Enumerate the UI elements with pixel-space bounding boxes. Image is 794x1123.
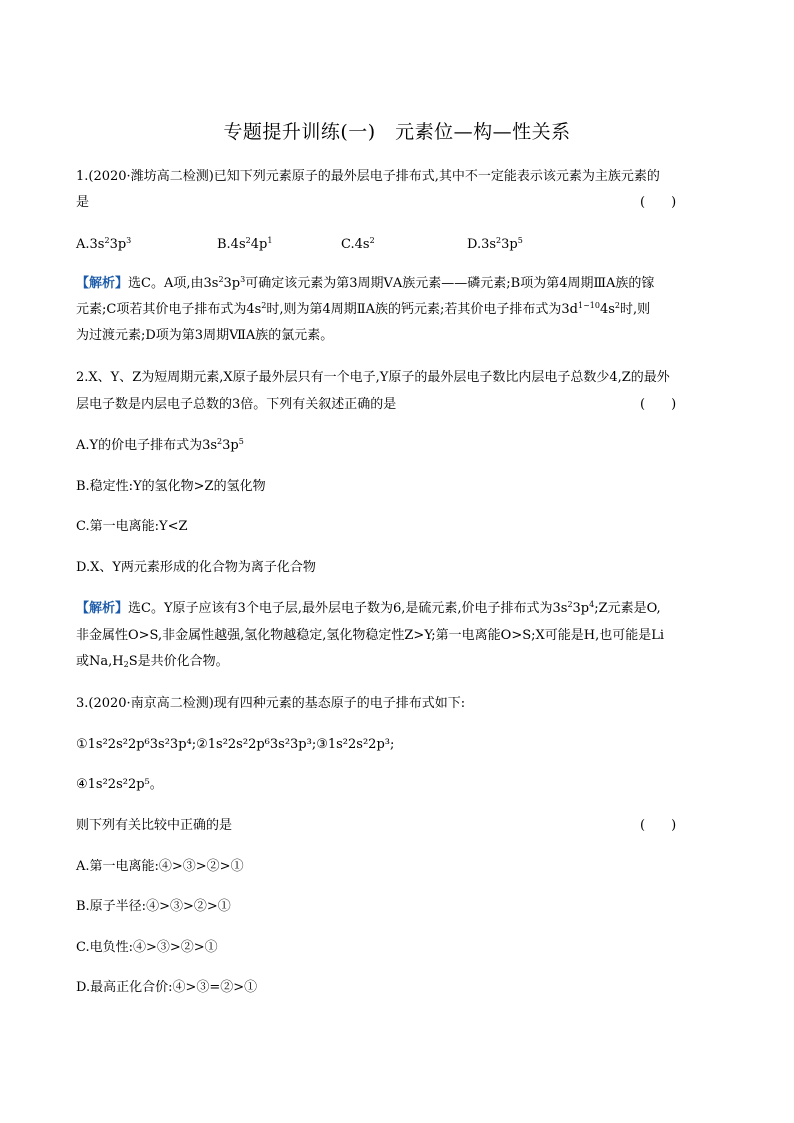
q3-option-b: B.原子半径:④>③>②>① [76,899,231,914]
q1-option-c: $C.4s^2$ [341,236,375,252]
q1-analysis-line1: 【解析】选C。A项,由$3s^23p^3$可确定该元素为第3周期ⅤA族元素——磷元素;B项为第4周期ⅢA族的镓 [76,275,655,291]
q3-config-line2: ④1s²2s²2p⁵。 [76,777,163,792]
q3-option-a: A.第一电离能:④>③>②>① [76,859,244,874]
q1-answer-bracket: ( ) [640,195,677,210]
q2-analysis-line2: 非金属性O>S,非金属性越强,氢化物越稳定,氢化物稳定性Z>Y;第一电离能O>S;X可能是H,也可能是Li [76,628,665,643]
q1-option-a: $A.3s^23p^3$ [76,236,132,252]
q3-stem-line1: 3.(2020·南京高二检测)现有四种元素的基态原子的电子排布式如下: [76,696,466,711]
analysis-tag: 【解析】 [76,276,129,291]
q2-analysis-line3: 或$Na,H_2S$是共价化合物。 [76,654,229,669]
q1-option-d: $D.3s^23p^5$ [467,236,523,252]
q2-option-a: A.Y的价电子排布式为$3s^23p^5$ [76,437,244,453]
analysis-tag: 【解析】 [76,601,129,616]
q1-stem-line2: 是 [76,195,90,210]
q1-analysis-line3: 为过渡元素;D项为第3周期ⅦA族的氯元素。 [76,328,334,343]
q2-stem-line2: 层电子数是内层电子总数的3倍。下列有关叙述正确的是 [76,397,397,412]
q2-option-b: B.稳定性:Y的氢化物>Z的氢化物 [76,479,266,494]
q3-option-d: D.最高正化合价:④>③=②>① [76,980,258,995]
q1-analysis-line2: 元素;C项若其价电子排布式为$4s^2$时,则为第4周期ⅡA族的钙元素;若其价电子排布式为$3d^{1\sim 10}4s^2$时,则 [76,301,651,317]
q2-answer-bracket: ( ) [640,397,677,412]
q1-option-b: $B.4s^24p^1$ [217,236,273,252]
q2-stem-line1: 2.X、Y、Z为短周期元素,X原子最外层只有一个电子,Y原子的最外层电子数比内层电子总数少4,Z的最外 [76,370,670,385]
q3-option-c: C.电负性:④>③>②>① [76,940,218,955]
q2-option-d: D.X、Y两元素形成的化合物为离子化合物 [76,560,316,575]
q3-stem-line3: 则下列有关比较中正确的是 [76,818,233,833]
q2-analysis-line1: 【解析】选C。Y原子应该有3个电子层,最外层电子数为6,是硫元素,价电子排布式为$3s^23p^4;Z$元素是O, [76,600,661,616]
q1-stem-line1: 1.(2020·潍坊高二检测)已知下列元素原子的最外层电子排布式,其中不一定能表示该元素为主族元素的 [76,169,660,184]
q3-answer-bracket: ( ) [640,818,677,833]
q2-option-c: C.第一电离能:Y<Z [76,519,188,534]
page-title: 专题提升训练(一) 元素位—构—性关系 [223,121,571,143]
q3-config-line1: ①1s²2s²2p⁶3s²3p⁴;②1s²2s²2p⁶3s²3p³;③1s²2s²2p³; [76,737,395,752]
